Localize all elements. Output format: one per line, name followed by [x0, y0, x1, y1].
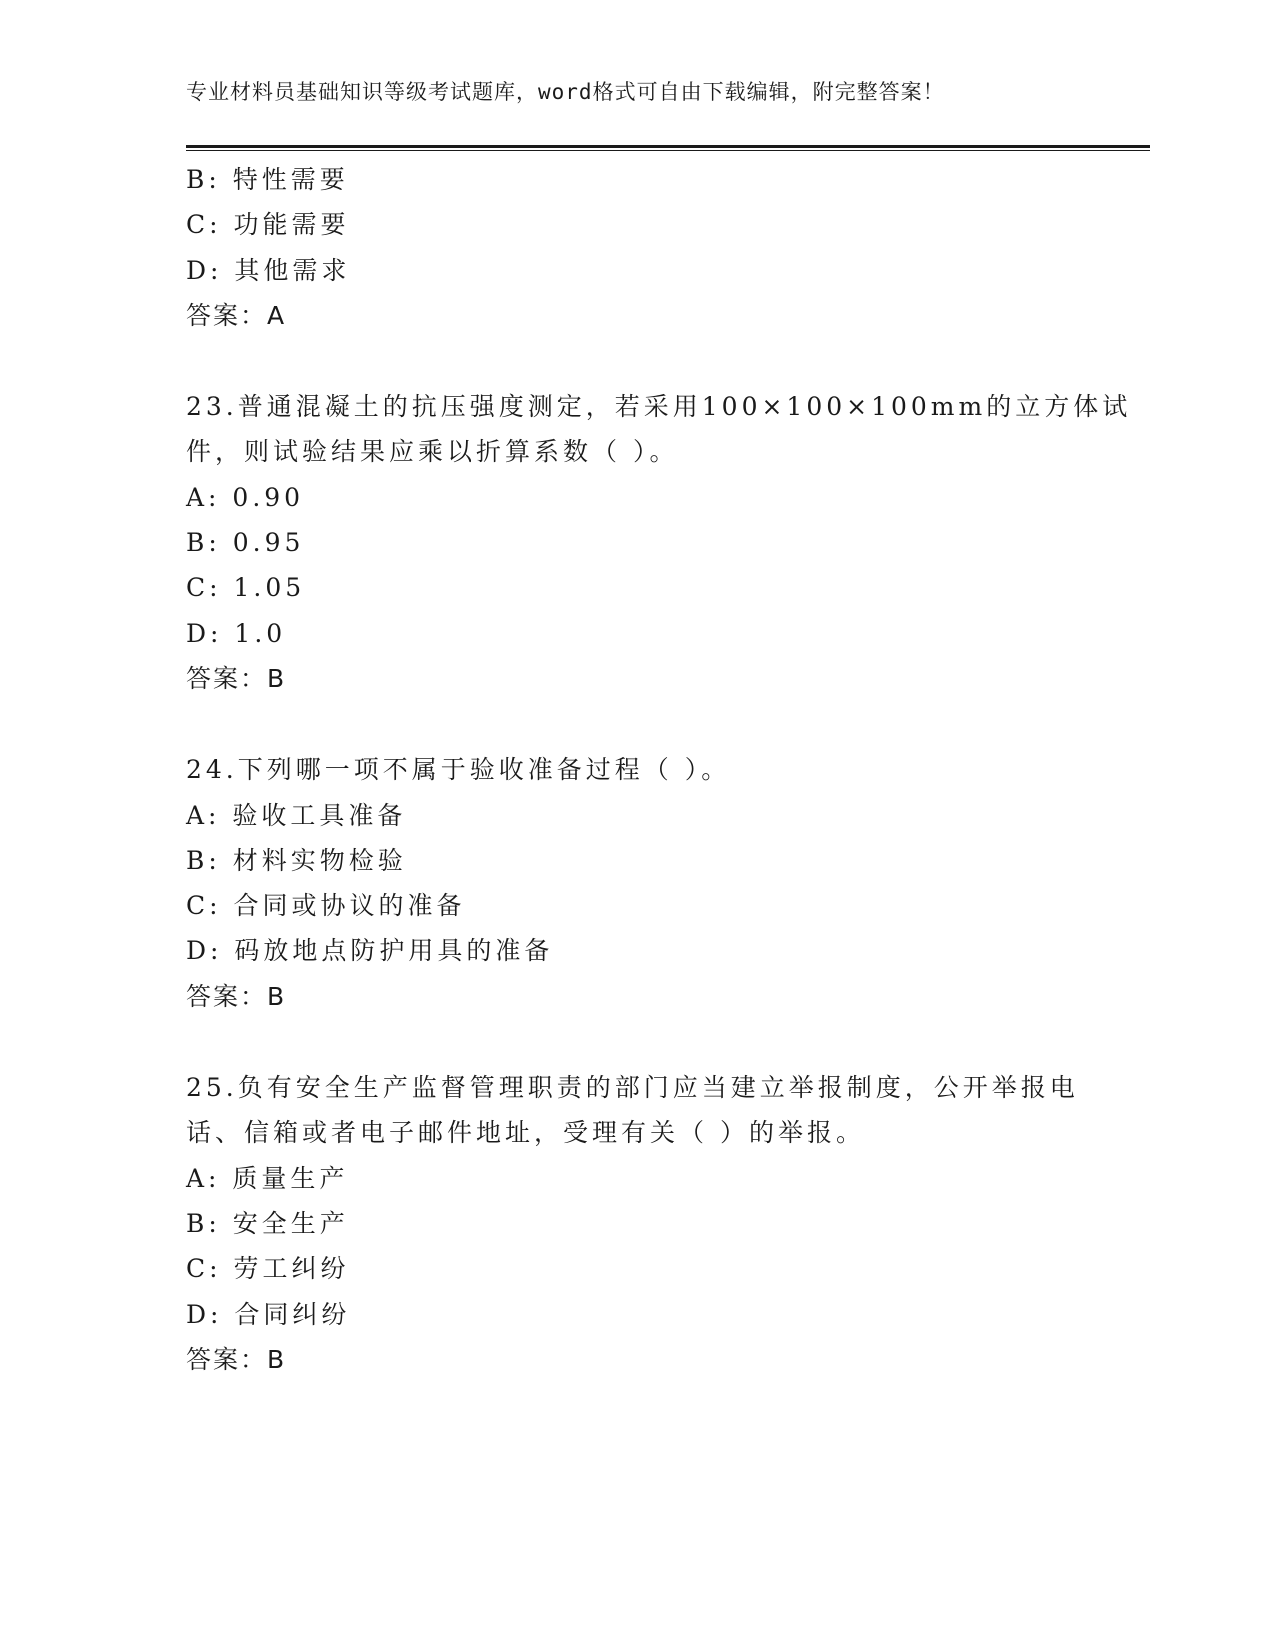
option-a: A: 0.90: [186, 482, 305, 512]
spacer: [186, 338, 1086, 384]
option-d: D: 合同纠纷: [186, 1299, 351, 1329]
question-stem: 24.下列哪一项不属于验收准备过程（ ）。: [186, 755, 731, 785]
option-b: B: 材料实物检验: [186, 845, 407, 875]
option-a: A: 质量生产: [186, 1163, 349, 1193]
option-d: D: 码放地点防护用具的准备: [186, 936, 554, 966]
option-d: D: 其他需求: [186, 255, 351, 285]
answer-line: 答案：B: [186, 1344, 287, 1374]
question-24: [186, 747, 1086, 1019]
question-list: [186, 157, 1132, 1382]
option-b: B: 安全生产: [186, 1208, 349, 1238]
answer-line: 答案：A: [186, 300, 287, 330]
question-stem-continued: 话、信箱或者电子邮件地址，受理有关（ ）的举报。: [186, 1118, 865, 1148]
header-divider: [186, 145, 1150, 148]
option-c: C: 劳工纠纷: [186, 1254, 350, 1284]
option-d: D: 1.0: [186, 618, 287, 648]
question-stem: 23.普通混凝土的抗压强度测定，若采用100×100×100mm的立方体试: [186, 392, 1132, 422]
answer-line: 答案：B: [186, 981, 287, 1011]
question-23: [186, 384, 1132, 701]
option-c: C: 1.05: [186, 573, 306, 603]
header-divider-thin: [186, 150, 1150, 151]
option-c: C: 合同或协议的准备: [186, 891, 466, 921]
question-22-continued: [186, 157, 1086, 338]
question-stem-continued: 件，则试验结果应乘以折算系数（ ）。: [186, 437, 679, 467]
spacer: [186, 701, 1086, 747]
spacer: [186, 1019, 1086, 1065]
page-header-text: 专业材料员基础知识等级考试题库，word格式可自由下载编辑，附完整答案！: [186, 80, 945, 104]
question-25: [186, 1065, 1086, 1382]
option-c: C: 功能需要: [186, 210, 350, 240]
answer-line: 答案：B: [186, 663, 287, 693]
option-b: B: 0.95: [186, 528, 305, 558]
option-b: B: 特性需要: [186, 165, 349, 194]
question-stem: 25.负有安全生产监督管理职责的部门应当建立举报制度，公开举报电: [186, 1073, 1079, 1103]
option-a: A: 验收工具准备: [186, 800, 407, 830]
